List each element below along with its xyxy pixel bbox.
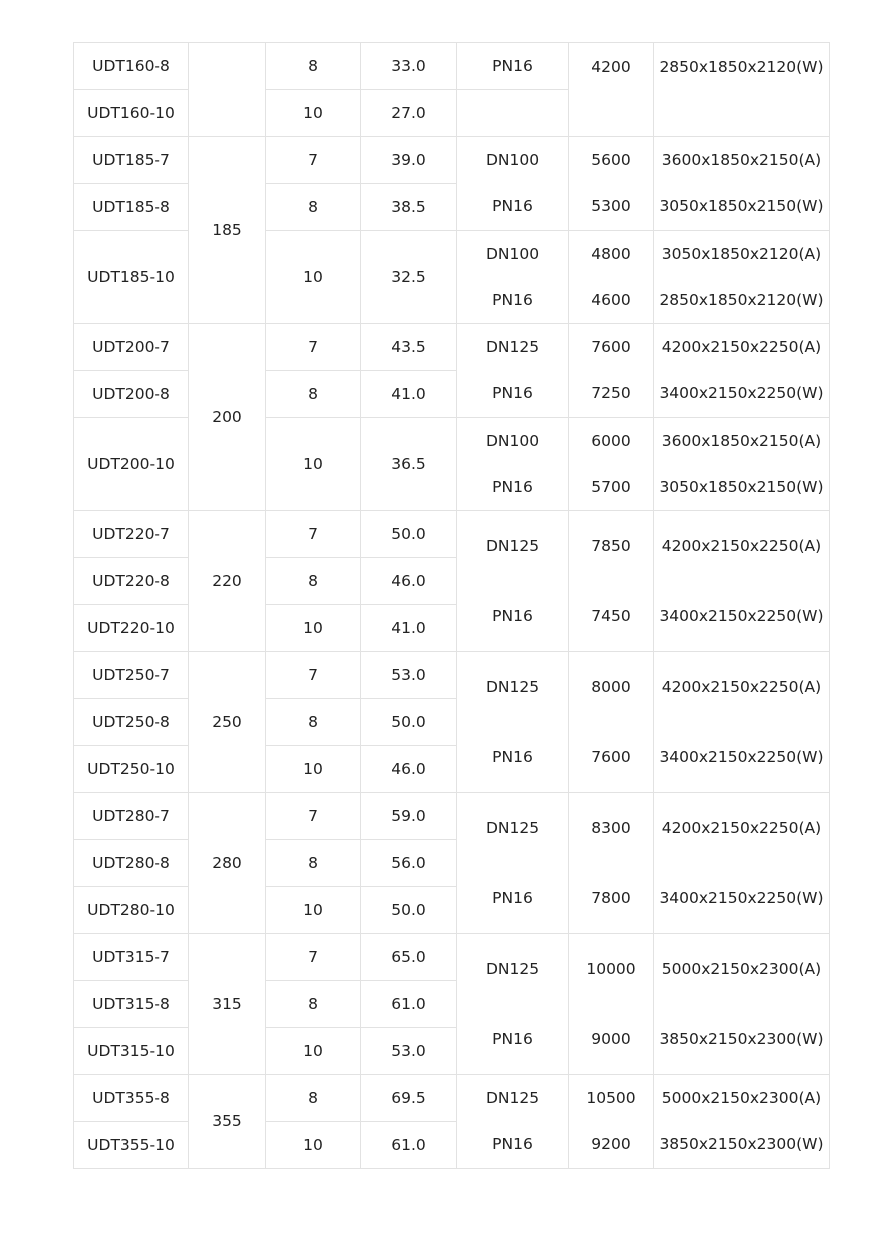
- weight-cell: 7250: [569, 371, 654, 418]
- pressure-cell: 10: [266, 605, 361, 652]
- model-cell: UDT220-7: [74, 511, 189, 558]
- flange-cell: [457, 90, 569, 137]
- dimension-value: 4200x2150x2250(A): [661, 537, 822, 555]
- weight-cell: 5300: [569, 184, 654, 231]
- weight-cell: [569, 652, 654, 793]
- dimension-value: 3400x2150x2250(W): [659, 889, 824, 907]
- pressure-cell: 10: [266, 90, 361, 137]
- table-row: [74, 231, 830, 278]
- table-row: [74, 934, 830, 981]
- pressure-cell: 8: [266, 371, 361, 418]
- value-cell: 50.0: [361, 511, 457, 558]
- value-cell: 41.0: [361, 371, 457, 418]
- weight-value: 7600: [591, 748, 631, 766]
- pressure-cell: 8: [266, 184, 361, 231]
- model-cell: UDT200-7: [74, 324, 189, 371]
- dimension-cell: 3850x2150x2300(W): [654, 1122, 830, 1169]
- dimension-cell: 3050x1850x2150(W): [654, 464, 830, 511]
- value-cell: 61.0: [361, 981, 457, 1028]
- pressure-cell: 10: [266, 746, 361, 793]
- value-cell: 27.0: [361, 90, 457, 137]
- value-cell: 41.0: [361, 605, 457, 652]
- model-cell: UDT250-7: [74, 652, 189, 699]
- pressure-cell: 7: [266, 652, 361, 699]
- table-row: [74, 652, 830, 699]
- model-cell: UDT185-7: [74, 137, 189, 184]
- flange-cell: DN125: [457, 1075, 569, 1122]
- weight-cell: 4800: [569, 231, 654, 278]
- table-row: [74, 324, 830, 371]
- model-cell: UDT160-8: [74, 43, 189, 90]
- pressure-cell: 10: [266, 1028, 361, 1075]
- weight-cell: 7600: [569, 324, 654, 371]
- weight-cell: 10500: [569, 1075, 654, 1122]
- dimension-cell: 5000x2150x2300(A): [654, 1075, 830, 1122]
- table-row: [74, 43, 830, 90]
- dimension-cell: 4200x2150x2250(A): [654, 324, 830, 371]
- value-cell: 53.0: [361, 1028, 457, 1075]
- flange-value: PN16: [492, 607, 533, 625]
- pressure-cell: 8: [266, 43, 361, 90]
- dimension-value: 3400x2150x2250(W): [659, 607, 824, 625]
- dimension-cell: [654, 43, 830, 137]
- dimension-value: 2850x1850x2120(W): [659, 58, 824, 76]
- dimension-cell: 3600x1850x2150(A): [654, 137, 830, 184]
- weight-cell: 4600: [569, 277, 654, 324]
- pressure-cell: 8: [266, 840, 361, 887]
- dimension-cell: [654, 934, 830, 1075]
- value-cell: 65.0: [361, 934, 457, 981]
- value-cell: 69.5: [361, 1075, 457, 1122]
- value-cell: 46.0: [361, 746, 457, 793]
- dimension-cell: 3050x1850x2120(A): [654, 231, 830, 278]
- weight-cell: [569, 793, 654, 934]
- table-row: [74, 184, 830, 231]
- model-cell: UDT315-10: [74, 1028, 189, 1075]
- flange-value: DN125: [485, 537, 540, 555]
- dimension-value: 3850x2150x2300(W): [659, 1030, 824, 1048]
- pressure-cell: 7: [266, 511, 361, 558]
- weight-value: 10000: [586, 960, 636, 978]
- flange-cell: DN100: [457, 231, 569, 278]
- value-cell: 61.0: [361, 1122, 457, 1169]
- value-cell: 32.5: [361, 231, 457, 324]
- model-cell: UDT220-8: [74, 558, 189, 605]
- model-cell: UDT280-10: [74, 887, 189, 934]
- capacity-cell: [189, 43, 266, 137]
- dimension-value: 4200x2150x2250(A): [661, 819, 822, 837]
- dimension-value: 5000x2150x2300(A): [661, 960, 822, 978]
- flange-value: DN125: [485, 960, 540, 978]
- pressure-cell: 7: [266, 137, 361, 184]
- flange-cell: [457, 934, 569, 1075]
- dimension-cell: 3050x1850x2150(W): [654, 184, 830, 231]
- flange-cell: DN100: [457, 418, 569, 465]
- table-row: [74, 137, 830, 184]
- dimension-cell: 3400x2150x2250(W): [654, 371, 830, 418]
- dimension-cell: [654, 652, 830, 793]
- flange-value: PN16: [492, 889, 533, 907]
- spec-table: [73, 42, 830, 1169]
- flange-cell: [457, 511, 569, 652]
- pressure-cell: 7: [266, 934, 361, 981]
- capacity-cell: 355: [189, 1075, 266, 1169]
- pressure-cell: 8: [266, 981, 361, 1028]
- weight-cell: [569, 511, 654, 652]
- dimension-cell: [654, 793, 830, 934]
- value-cell: 33.0: [361, 43, 457, 90]
- pressure-cell: 7: [266, 324, 361, 371]
- model-cell: UDT280-7: [74, 793, 189, 840]
- flange-cell: [457, 793, 569, 934]
- value-cell: 50.0: [361, 699, 457, 746]
- flange-cell: PN16: [457, 277, 569, 324]
- capacity-cell: 185: [189, 137, 266, 324]
- pressure-cell: 8: [266, 1075, 361, 1122]
- capacity-cell: 280: [189, 793, 266, 934]
- flange-value: DN125: [485, 819, 540, 837]
- pressure-cell: 7: [266, 793, 361, 840]
- table-row: [74, 418, 830, 465]
- value-cell: 39.0: [361, 137, 457, 184]
- model-cell: UDT160-10: [74, 90, 189, 137]
- pressure-cell: 10: [266, 887, 361, 934]
- pressure-cell: 10: [266, 231, 361, 324]
- dimension-cell: 3600x1850x2150(A): [654, 418, 830, 465]
- model-cell: UDT200-8: [74, 371, 189, 418]
- pressure-cell: 10: [266, 1122, 361, 1169]
- value-cell: 59.0: [361, 793, 457, 840]
- flange-value: PN16: [492, 1030, 533, 1048]
- model-cell: UDT315-7: [74, 934, 189, 981]
- value-cell: 50.0: [361, 887, 457, 934]
- flange-cell: DN125: [457, 324, 569, 371]
- weight-value: 8300: [591, 819, 631, 837]
- value-cell: 38.5: [361, 184, 457, 231]
- model-cell: UDT220-10: [74, 605, 189, 652]
- model-cell: UDT200-10: [74, 418, 189, 511]
- table-row: [74, 1122, 830, 1169]
- model-cell: UDT250-8: [74, 699, 189, 746]
- model-cell: UDT185-8: [74, 184, 189, 231]
- weight-cell: [569, 43, 654, 137]
- capacity-cell: 315: [189, 934, 266, 1075]
- weight-cell: 6000: [569, 418, 654, 465]
- table-row: [74, 793, 830, 840]
- weight-cell: 9200: [569, 1122, 654, 1169]
- weight-cell: [569, 934, 654, 1075]
- weight-value: 8000: [591, 678, 631, 696]
- capacity-cell: 250: [189, 652, 266, 793]
- table-row: [74, 371, 830, 418]
- weight-value: 7800: [591, 889, 631, 907]
- flange-value: PN16: [492, 748, 533, 766]
- model-cell: UDT280-8: [74, 840, 189, 887]
- weight-value: 7850: [591, 537, 631, 555]
- flange-cell: PN16: [457, 43, 569, 90]
- model-cell: UDT355-10: [74, 1122, 189, 1169]
- pressure-cell: 8: [266, 699, 361, 746]
- flange-cell: PN16: [457, 1122, 569, 1169]
- model-cell: UDT315-8: [74, 981, 189, 1028]
- table-row: [74, 1075, 830, 1122]
- value-cell: 53.0: [361, 652, 457, 699]
- pressure-cell: 10: [266, 418, 361, 511]
- table-row: [74, 511, 830, 558]
- weight-value: 4200: [591, 58, 631, 76]
- weight-cell: 5700: [569, 464, 654, 511]
- model-cell: UDT250-10: [74, 746, 189, 793]
- dimension-cell: [654, 511, 830, 652]
- model-cell: UDT185-10: [74, 231, 189, 324]
- flange-cell: [457, 652, 569, 793]
- weight-value: 7450: [591, 607, 631, 625]
- flange-value: DN125: [485, 678, 540, 696]
- value-cell: 46.0: [361, 558, 457, 605]
- flange-cell: PN16: [457, 371, 569, 418]
- model-cell: UDT355-8: [74, 1075, 189, 1122]
- dimension-value: 4200x2150x2250(A): [661, 678, 822, 696]
- flange-cell: PN16: [457, 184, 569, 231]
- weight-cell: 5600: [569, 137, 654, 184]
- weight-value: 9000: [591, 1030, 631, 1048]
- capacity-cell: 200: [189, 324, 266, 511]
- value-cell: 43.5: [361, 324, 457, 371]
- value-cell: 56.0: [361, 840, 457, 887]
- capacity-cell: 220: [189, 511, 266, 652]
- flange-cell: PN16: [457, 464, 569, 511]
- value-cell: 36.5: [361, 418, 457, 511]
- pressure-cell: 8: [266, 558, 361, 605]
- flange-cell: DN100: [457, 137, 569, 184]
- dimension-cell: 2850x1850x2120(W): [654, 277, 830, 324]
- dimension-value: 3400x2150x2250(W): [659, 748, 824, 766]
